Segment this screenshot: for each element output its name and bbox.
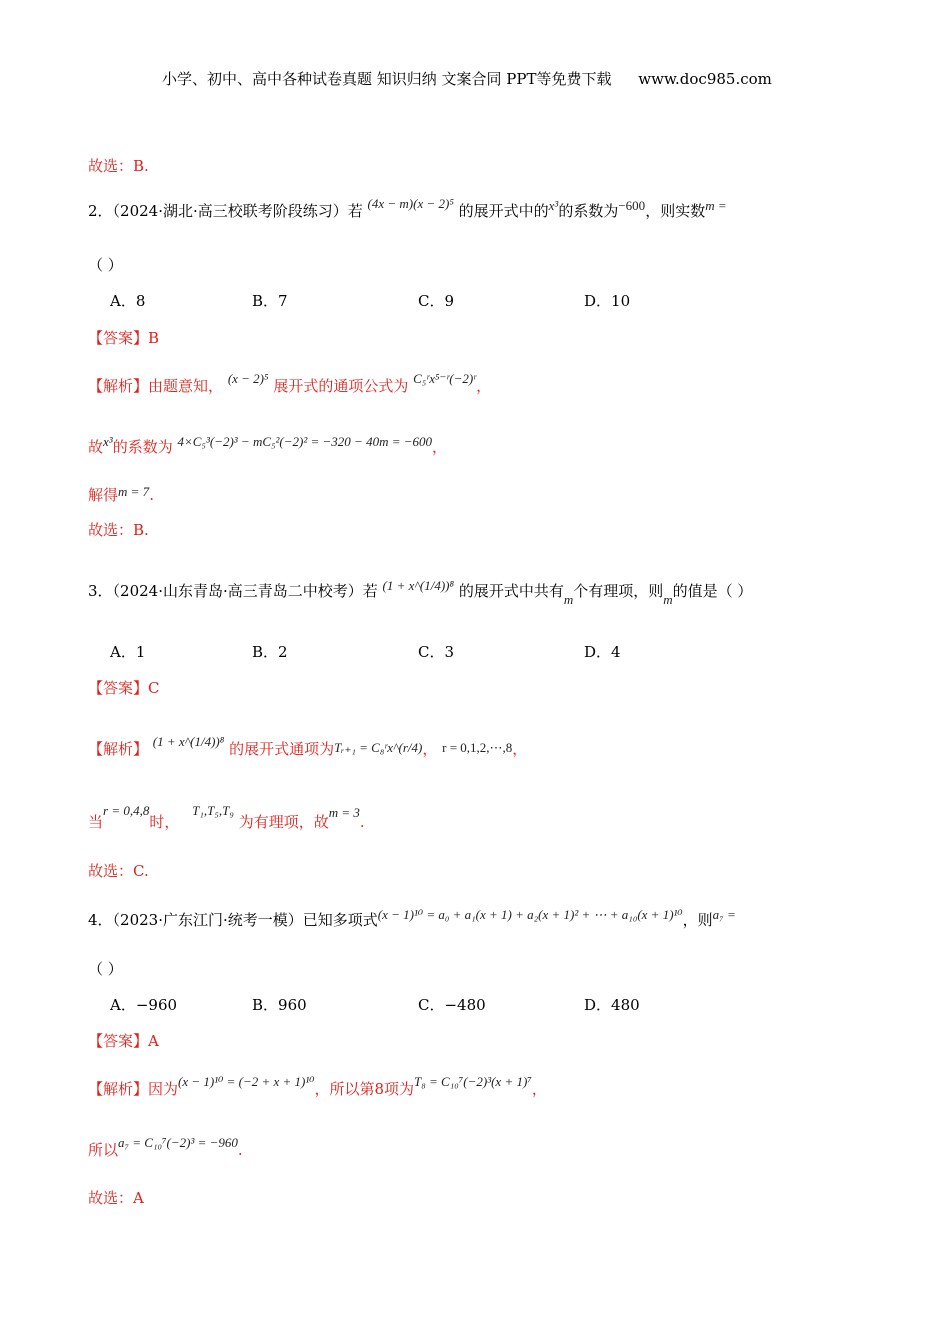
q3-option-c: C．3 xyxy=(418,643,455,661)
q3-stem xyxy=(88,578,753,607)
q2-text-b: 的系数为 xyxy=(558,202,619,220)
q4-source: （2023·广东江门·统考一模）已知多项式 xyxy=(112,911,378,929)
q3-choice: 故选：C. xyxy=(88,862,149,880)
q2-analysis-2b: 的系数为 xyxy=(112,438,173,456)
q3-number: 3． xyxy=(88,582,113,600)
q2-analysis-1c: ， xyxy=(476,377,492,395)
q2-analysis-3b: . xyxy=(149,486,154,504)
q4-analysis-1formula: T₈ = C₁₀⁷(−2)³(x + 1)⁷ xyxy=(414,1074,532,1089)
q3-analysis-1c: ， xyxy=(422,740,438,758)
q2-m: m = xyxy=(705,198,727,213)
q3-analysis-1expr: (1 + x^(1/4))⁸ xyxy=(152,734,225,749)
q4-analysis-1 xyxy=(88,1074,547,1101)
q2-x3: x³ xyxy=(548,198,559,213)
q4-expr: (x − 1)¹⁰ = a₀ + a₁(x + 1) + a₂(x + 1)² + ⋯ + a₁₀(x + 1)¹⁰ xyxy=(377,907,683,922)
q4-option-d: D．480 xyxy=(584,996,640,1014)
q3-text-a: 的展开式中共有 xyxy=(458,582,564,600)
q4-analysis-2formula: a₇ = C₁₀⁷(−2)³ = −960 xyxy=(118,1135,238,1150)
q2-choice: 故选：B. xyxy=(88,521,149,539)
q2-analysis-3 xyxy=(88,484,154,507)
q2-option-d: D．10 xyxy=(584,292,631,310)
q4-choice: 故选：A xyxy=(88,1189,144,1207)
q3-answer: 【答案】C xyxy=(88,679,160,697)
q4-analysis-1c: ， xyxy=(531,1080,547,1098)
q4-a7: a₇ = xyxy=(712,907,736,922)
q4-analysis-2b: . xyxy=(237,1141,243,1159)
q3-analysis-2t: T₁,T₅,T₉ xyxy=(192,803,234,818)
q4-number: 4． xyxy=(88,911,113,929)
q3-text-c: 的值是（ ） xyxy=(672,582,753,600)
q2-option-b: B．7 xyxy=(252,292,288,310)
q3-analysis-label: 【解析】 xyxy=(88,740,149,758)
q4-analysis-1b: ，所以第8项为 xyxy=(314,1080,415,1098)
q2-analysis-1a: 由题意知， xyxy=(148,377,224,395)
q4-analysis-1a: 因为 xyxy=(148,1080,179,1098)
q2-analysis-label: 【解析】 xyxy=(88,377,149,395)
q3-option-a: A．1 xyxy=(110,643,146,661)
q4-option-c: C．−480 xyxy=(418,996,486,1014)
q2-analysis-2formula: 4×C₅³(−2)³ − mC₅²(−2)² = −320 − 40m = −600 xyxy=(177,434,432,449)
q3-analysis-2m: m = 3 xyxy=(328,805,360,820)
header-text: 小学、初中、高中各种试卷真题 知识归纳 文案合同 PPT等免费下载 xyxy=(162,70,612,88)
header-url: www.doc985.com xyxy=(638,70,772,88)
q3-option-b: B．2 xyxy=(252,643,288,661)
q4-analysis-label: 【解析】 xyxy=(88,1080,149,1098)
q2-analysis-2c: ， xyxy=(432,438,448,456)
q3-analysis-1 xyxy=(88,734,528,761)
q3-analysis-1b: 的展开式通项为 xyxy=(229,740,335,758)
q2-analysis-2a: 故 xyxy=(88,438,104,456)
q3-source: （2024·山东青岛·高三青岛二中校考）若 xyxy=(112,582,378,600)
q2-answer: 【答案】B xyxy=(88,329,160,347)
q3-analysis-2 xyxy=(88,803,365,834)
q2-expr: (4x − m)(x − 2)⁵ xyxy=(367,196,454,211)
q4-option-b: B．960 xyxy=(252,996,307,1014)
page-header xyxy=(162,68,772,90)
q2-text-c: ，则实数 xyxy=(645,202,706,220)
q3-analysis-2b: 时， xyxy=(149,813,180,831)
q3-analysis-2r: r = 0,4,8 xyxy=(103,803,150,818)
q3-m: m xyxy=(563,592,574,607)
q4-text-a: ，则 xyxy=(682,911,713,929)
q4-paren: （ ） xyxy=(88,960,123,978)
q3-analysis-1d: ， xyxy=(512,740,528,758)
q4-answer: 【答案】A xyxy=(88,1032,159,1050)
q3-expr: (1 + x^(1/4))⁸ xyxy=(382,578,455,593)
q2-analysis-3a: 解得 xyxy=(88,486,119,504)
q2-number: 2． xyxy=(88,202,113,220)
q2-analysis-1b: 展开式的通项公式为 xyxy=(273,377,409,395)
q3-analysis-2d: . xyxy=(359,813,365,831)
q3-analysis-2c: 为有理项，故 xyxy=(238,813,329,831)
q3-text-b: 个有理项，则 xyxy=(573,582,664,600)
q2-stem xyxy=(88,196,727,223)
q4-analysis-2 xyxy=(88,1135,243,1162)
q3-analysis-1formula: Tᵣ₊₁ = C₈ʳx^(r/4) xyxy=(334,740,423,755)
prev-choice: 故选：B. xyxy=(88,157,149,175)
q2-analysis-1expr: (x − 2)⁵ xyxy=(227,371,269,386)
q2-text-a: 的展开式中的 xyxy=(458,202,549,220)
q4-stem xyxy=(88,909,736,932)
q4-analysis-2a: 所以 xyxy=(88,1141,119,1159)
q2-val: −600 xyxy=(618,198,646,213)
q2-analysis-1formula: C₅ʳx⁵⁻ʳ(−2)ʳ xyxy=(413,371,477,386)
q3-m-2: m xyxy=(663,592,673,607)
q3-analysis-2a: 当 xyxy=(88,813,104,831)
q4-option-a: A．−960 xyxy=(110,996,178,1014)
q2-analysis-3formula: m = 7 xyxy=(118,484,150,499)
q3-analysis-1range: r = 0,1,2,⋯,8 xyxy=(442,740,513,755)
q2-analysis-2 xyxy=(88,436,447,459)
q2-option-c: C．9 xyxy=(418,292,455,310)
q4-analysis-1expr: (x − 1)¹⁰ = (−2 + x + 1)¹⁰ xyxy=(178,1074,315,1089)
q2-source: （2024·湖北·高三校联考阶段练习）若 xyxy=(112,202,363,220)
q3-option-d: D．4 xyxy=(584,643,621,661)
q2-analysis-1 xyxy=(88,371,492,398)
q2-paren: （ ） xyxy=(88,256,123,274)
q2-option-a: A．8 xyxy=(110,292,146,310)
q2-analysis-2x3: x³ xyxy=(103,434,113,449)
